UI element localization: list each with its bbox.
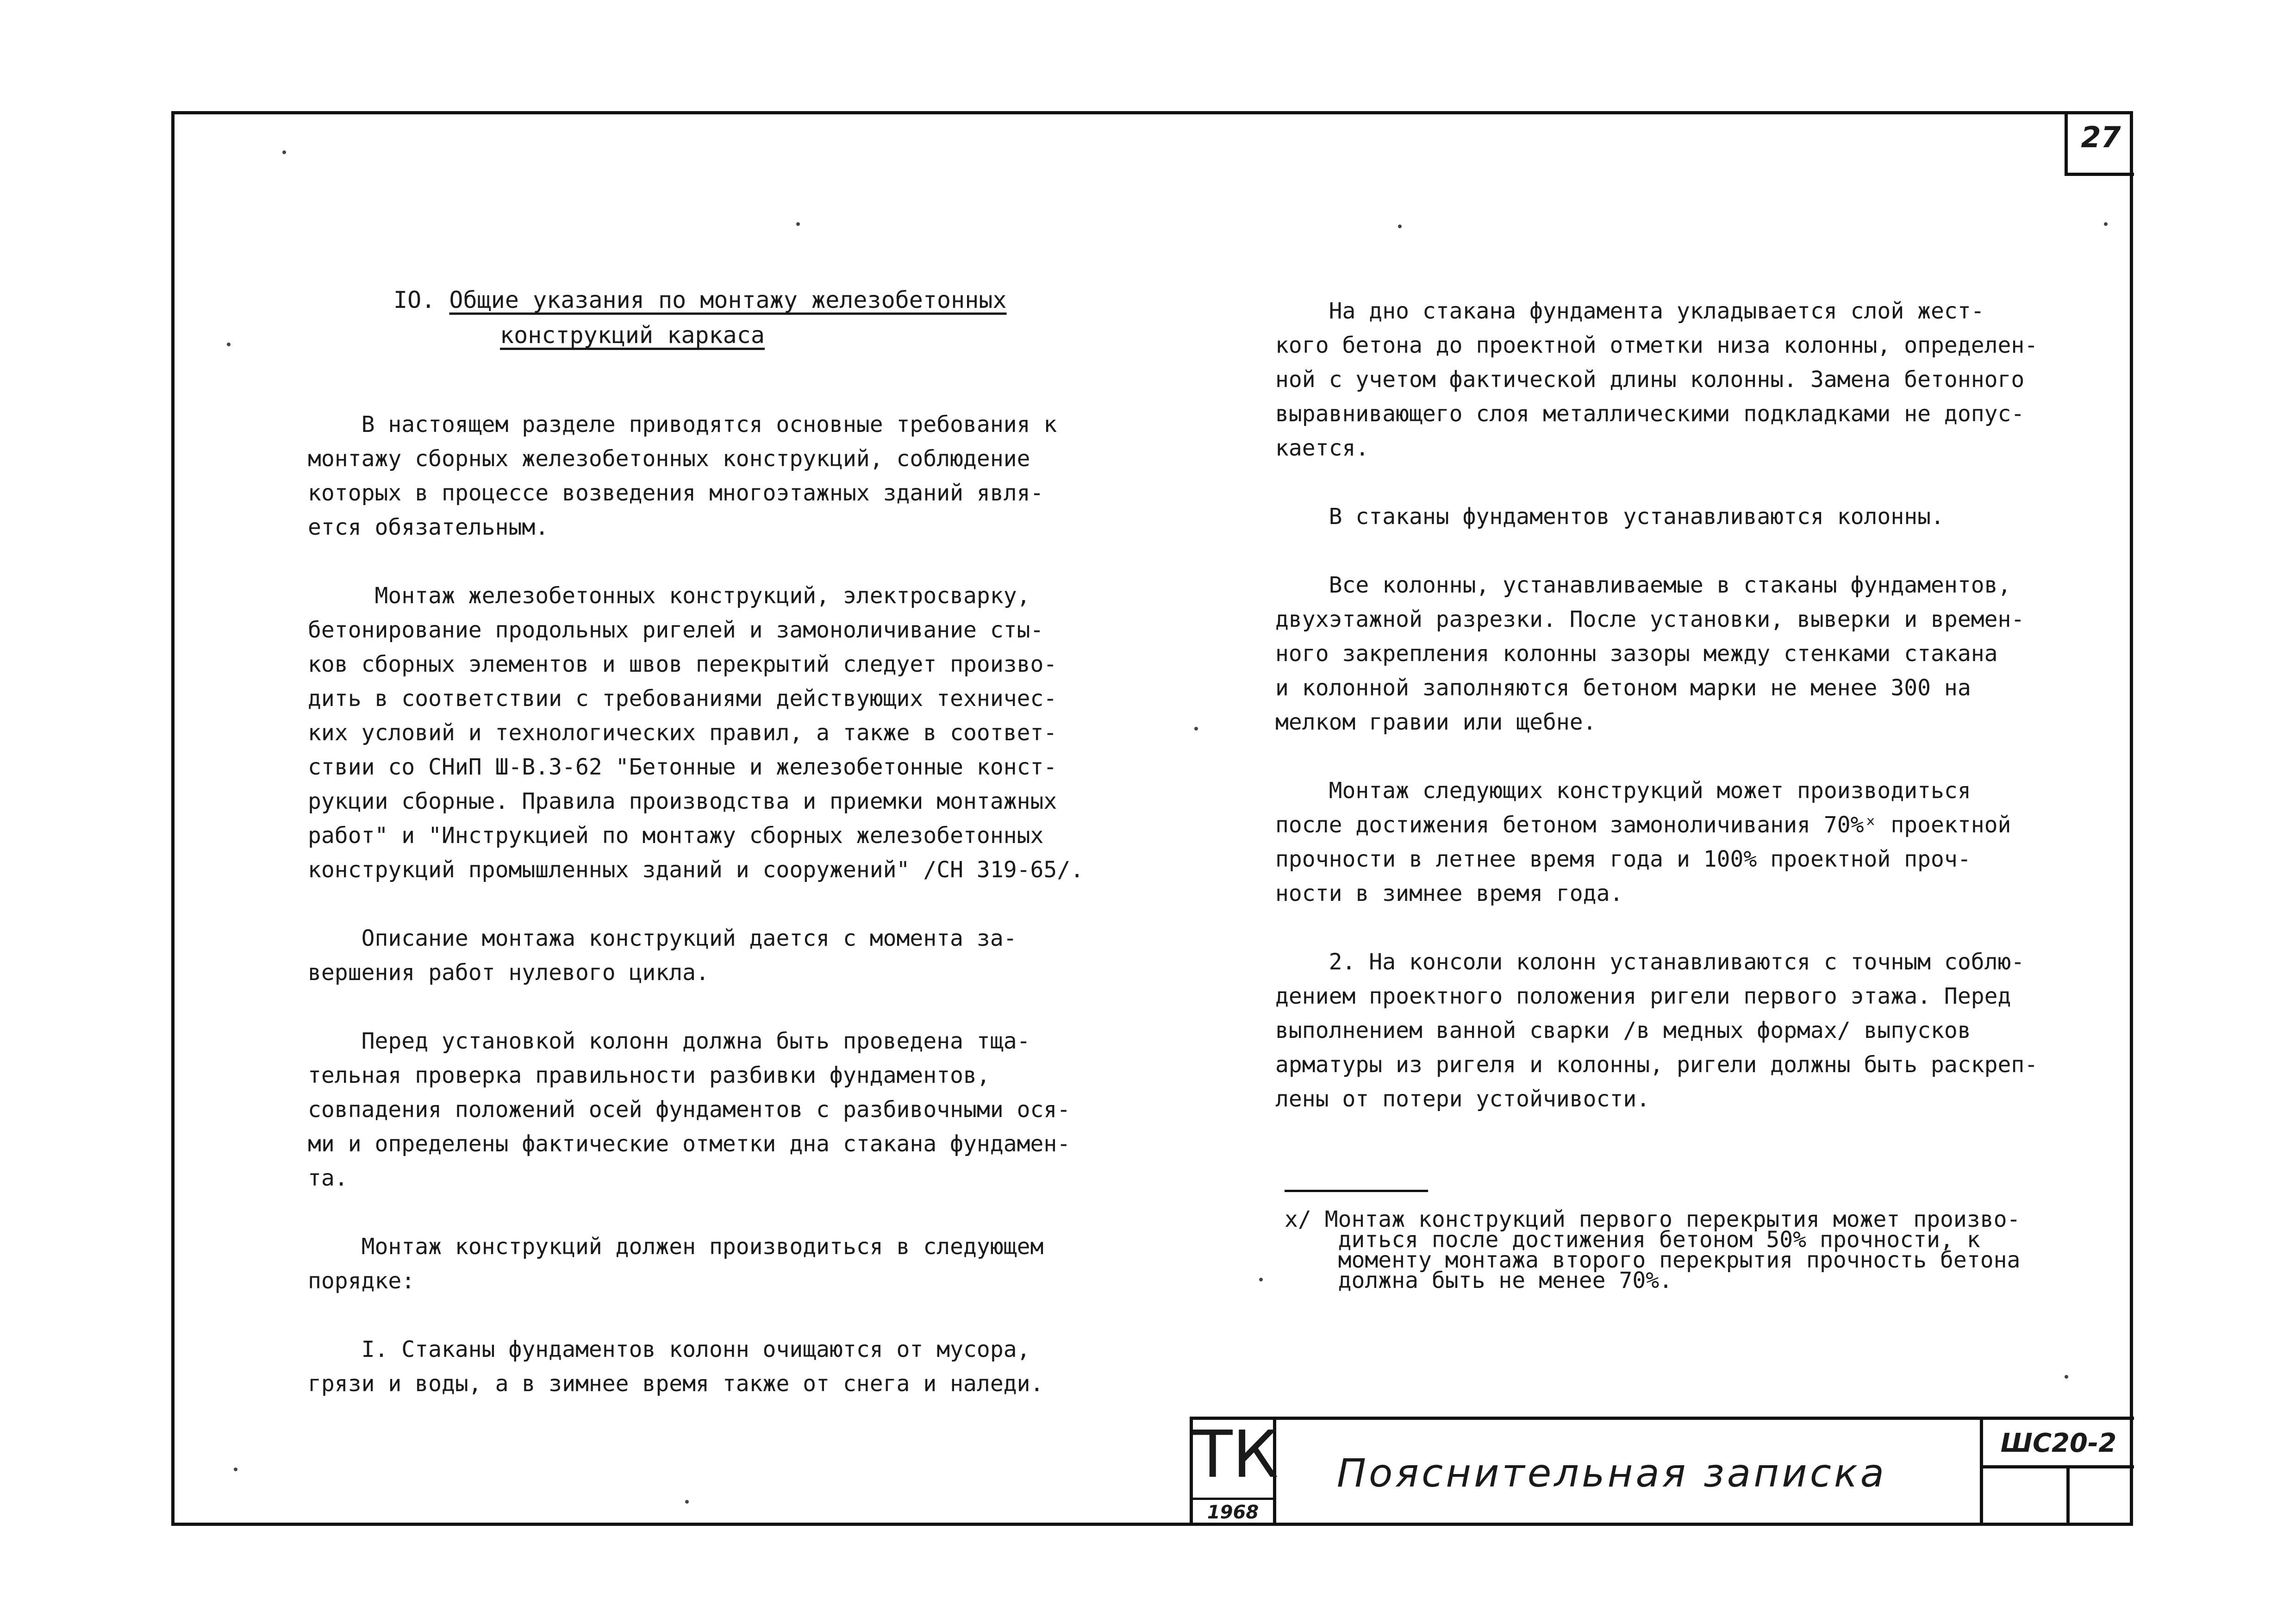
right-text-line: ной с учетом фактической длины колонны. Замена бетонного: [1275, 367, 2025, 393]
scan-speck: [2065, 1375, 2068, 1379]
right-text-column: [1275, 294, 2109, 1116]
right-text-line: [1275, 534, 2109, 568]
scan-speck: [234, 1468, 237, 1471]
left-text-column: [308, 407, 1141, 1401]
right-text-line: после достижения бетоном замоноличивания 70%ˣ проектной: [1275, 812, 2011, 838]
page-number-box: [2065, 111, 2134, 176]
right-text-line: и колонной заполняются бетоном марки не менее 300 на: [1275, 675, 1971, 701]
page-number: 27: [2081, 120, 2121, 154]
left-text-line: [308, 887, 1141, 921]
right-text-line: Все колонны, устанавливаемые в стаканы фундаментов,: [1275, 572, 2011, 598]
left-text-line: порядке:: [308, 1268, 415, 1294]
stamp-code: ШС20-2: [1983, 1428, 2134, 1468]
right-text-line: [1275, 739, 2109, 774]
left-text-line: совпадения положений осей фундаментов с разбивочными ося-: [308, 1097, 1071, 1123]
section-heading: [393, 282, 1007, 353]
section-number: IO.: [393, 287, 436, 313]
stamp-title: Пояснительная записка: [1336, 1450, 1887, 1496]
footnote: [1285, 1206, 2021, 1293]
right-text-line: двухэтажной разрезки. После установки, выверки и времен-: [1275, 606, 2025, 632]
stamp-mark: ТК: [1193, 1417, 1279, 1493]
right-text-line: кается.: [1275, 435, 1369, 461]
left-text-line: ких условий и технологических правил, а также в соответ-: [308, 720, 1057, 746]
left-text-line: рукции сборные. Правила производства и приемки монтажных: [308, 788, 1057, 814]
footnote-rule: [1285, 1190, 1428, 1192]
stamp-mark-cell: [1193, 1417, 1279, 1526]
left-text-line: бетонирование продольных ригелей и замоноличивание сты-: [308, 617, 1044, 643]
scan-speck: [685, 1500, 689, 1504]
section-title-line-2: конструкций каркаса: [500, 322, 765, 349]
left-text-line: ствии со СНиП Ш-В.3-62 "Бетонные и железобетонные конст-: [308, 754, 1057, 780]
right-text-line: выполнением ванной сварки /в медных формах/ выпусков: [1275, 1018, 1971, 1043]
left-text-line: работ" и "Инструкцией по монтажу сборных железобетонных: [308, 823, 1044, 849]
left-text-line: ми и определены фактические отметки дна стакана фундамен-: [308, 1131, 1071, 1157]
left-text-line: Перед установкой колонн должна быть проведена тща-: [308, 1028, 1030, 1054]
right-text-line: выравнивающего слоя металлическими подкладками не допус-: [1275, 401, 2025, 427]
stamp-year: 1968: [1193, 1498, 1273, 1523]
right-text-line: Монтаж следующих конструкций может производиться: [1275, 778, 1971, 804]
right-text-line: В стаканы фундаментов устанавливаются колонны.: [1275, 504, 1944, 530]
footnote-line: диться после достижения бетоном 50% прочности, к: [1285, 1227, 1980, 1253]
left-text-line: [308, 990, 1141, 1024]
left-text-line: конструкций промышленных зданий и сооружений" /СН 319-65/.: [308, 857, 1084, 883]
stamp-empty-cell: [2066, 1468, 2070, 1526]
right-text-line: 2. На консоли колонн устанавливаются с точным соблю-: [1275, 949, 2025, 975]
scan-speck: [1259, 1278, 1263, 1281]
left-text-line: Монтаж железобетонных конструкций, электросварку,: [308, 583, 1030, 609]
right-text-line: лены от потери устойчивости.: [1275, 1086, 1650, 1112]
scan-speck: [1194, 727, 1198, 731]
right-text-line: [1275, 911, 2109, 945]
right-text-line: прочности в летнее время года и 100% проектной проч-: [1275, 846, 1971, 872]
left-text-line: [308, 1195, 1141, 1230]
title-block-stamp: [1190, 1417, 2134, 1526]
section-title-line-1: Общие указания по монтажу железобетонных: [449, 287, 1007, 313]
right-text-line: ности в зимнее время года.: [1275, 881, 1623, 906]
right-text-line: арматуры из ригеля и колонны, ригели должны быть раскреп-: [1275, 1052, 2038, 1078]
left-text-line: ков сборных элементов и швов перекрытий следует произво-: [308, 651, 1057, 677]
stamp-code-cell: [1980, 1420, 2134, 1526]
left-text-line: ется обязательным.: [308, 514, 549, 540]
right-text-line: ного закрепления колонны зазоры между стенками стакана: [1275, 641, 1998, 667]
left-text-line: тельная проверка правильности разбивки фундаментов,: [308, 1062, 990, 1088]
footnote-line: х/ Монтаж конструкций первого перекрытия может произво-: [1285, 1206, 2021, 1232]
right-text-line: [1275, 465, 2109, 500]
left-text-line: грязи и воды, а в зимнее время также от снега и наледи.: [308, 1371, 1044, 1397]
left-text-line: [308, 544, 1141, 579]
scan-speck: [227, 343, 231, 346]
left-text-line: которых в процессе возведения многоэтажных зданий явля-: [308, 480, 1044, 506]
left-text-line: [308, 1298, 1141, 1332]
footnote-line: моменту монтажа второго перекрытия прочность бетона: [1285, 1247, 2021, 1273]
scan-speck: [1398, 225, 1402, 228]
left-text-line: монтажу сборных железобетонных конструкций, соблюдение: [308, 446, 1030, 472]
left-text-line: вершения работ нулевого цикла.: [308, 960, 709, 986]
footnote-line: должна быть не менее 70%.: [1285, 1268, 1673, 1293]
right-text-line: кого бетона до проектной отметки низа колонны, определен-: [1275, 332, 2038, 358]
left-text-line: Монтаж конструкций должен производиться в следующем: [308, 1234, 1044, 1260]
left-text-line: дить в соответствии с требованиями действующих техничес-: [308, 686, 1057, 712]
right-text-line: На дно стакана фундамента укладывается слой жест-: [1275, 298, 1984, 324]
scan-speck: [2104, 222, 2108, 226]
right-text-line: мелком гравии или щебне.: [1275, 709, 1597, 735]
scan-speck: [282, 150, 286, 154]
left-text-line: Описание монтажа конструкций дается с момента за-: [308, 925, 1017, 951]
right-text-line: дением проектного положения ригели первого этажа. Перед: [1275, 983, 2011, 1009]
left-text-line: та.: [308, 1165, 348, 1191]
left-text-line: I. Стаканы фундаментов колонн очищаются от мусора,: [308, 1337, 1030, 1362]
left-text-line: В настоящем разделе приводятся основные требования к: [308, 412, 1057, 437]
scan-speck: [796, 222, 800, 226]
